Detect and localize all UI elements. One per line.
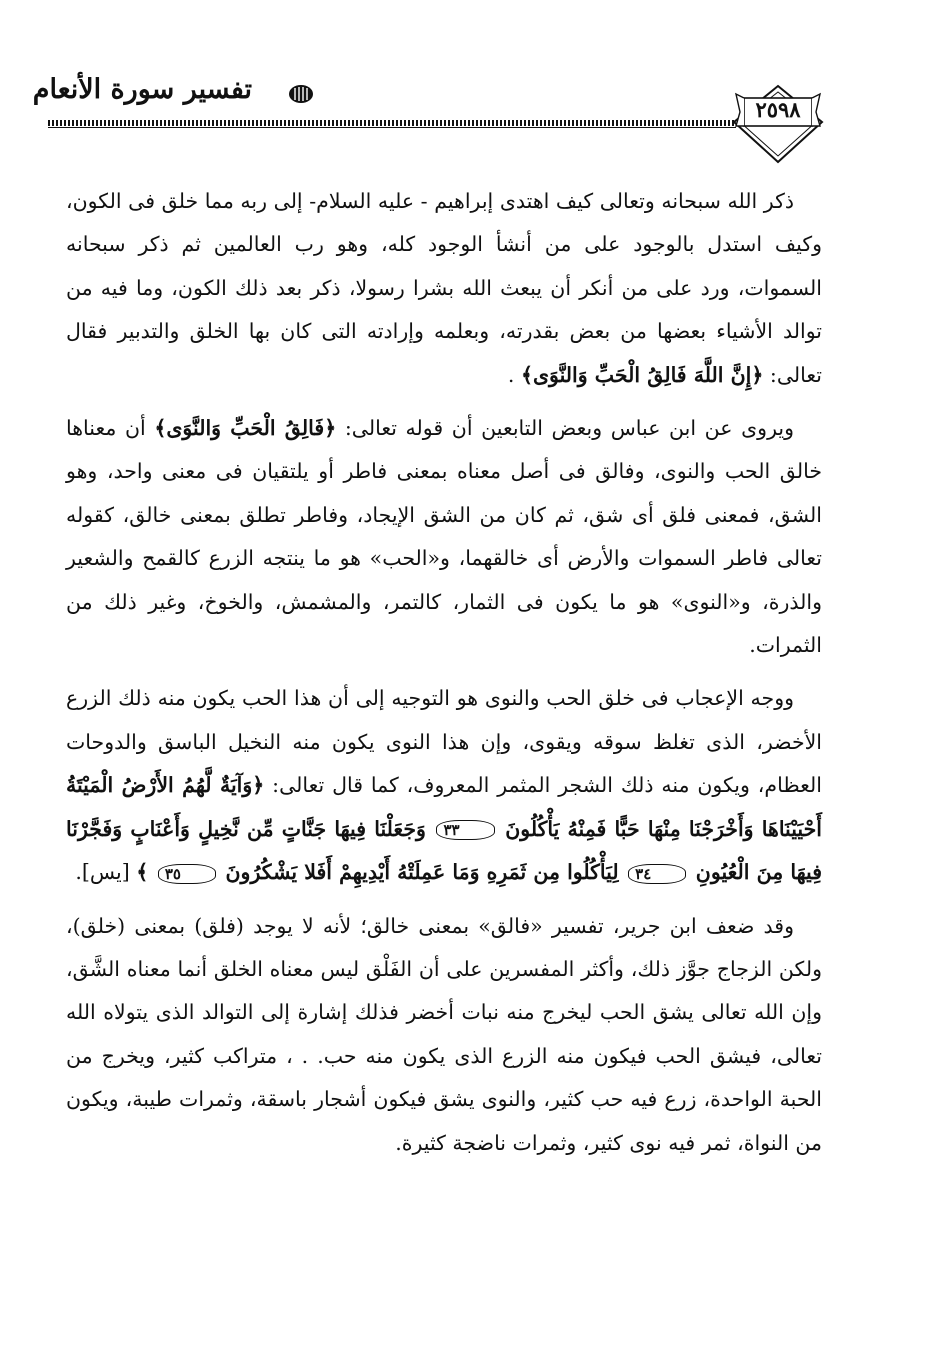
paragraph-text: ويروى عن ابن عباس وبعض التابعين أن قوله تعالى:	[344, 416, 794, 441]
ayah-number: ٣٣	[436, 820, 494, 840]
paragraph-4	[66, 905, 822, 1165]
quran-verse-part: وَآيَةٌ لَّهُمُ الأَرْضُ الْمَيْتَةُ أَحْيَيْنَاهَا وَأَخْرَجْنَا مِنْهَا حَبًّا فَمِنْهُ يَأْكُلُونَ	[66, 773, 822, 841]
paragraph-1	[66, 180, 822, 397]
header-rule	[48, 120, 736, 126]
paragraph-text: وقد ضعف ابن جرير، تفسير «فالق» بمعنى خالق؛ لأنه لا يوجد (فلق) بمعنى (خلق)، ولكن الزجاج جوَّز ذلك، وأكثر المفسرين على أن الفَلْق ليس معناه الخلق أنما معناه الشَّق، وإن الله تعالى يشق الحب ليخرج منه نبات أخضر فذلك إشارة إلى التوالد الذى يتولاه الله تعالى، فيشق الحب فيكون منه الزرع الذى يكون منه حب. . ، متراكب كثير، ويخرج من الحبة الواحدة، زرع فيه حب كثير، والنوى يشق فيكون أشجار باسقة، وثمرات طيبة، ويكون من النواة، ثمر فيه نوى كثير، وثمرات ناضجة كثيرة.	[66, 913, 822, 1155]
paragraph-text: ذكر الله سبحانه وتعالى كيف اهتدى إبراهيم - عليه السلام- إلى ربه مما خلق فى الكون، وكيف استدل بالوجود على من أنشأ الوجود كله، وهو رب العالمين ثم ذكر سبحانه السموات، ورد على من أنكر أن يبعث الله بشرا رسولا، ذكر بعد ذلك الكون، وما فيه من توالد الأشياء بعضها من بعض بقدرته، وبعلمه وإرادته التى كان بها الخلق والتدبير فقال تعالى:	[66, 189, 822, 387]
paragraph-text: أن معناها خالق الحب والنوى، وفالق فى أصل معناه بمعنى فاطر أو يلتقيان فى معنى واحد، وهو الشق، فمعنى فلق أى شق، ثم كان من الشق الإيجاد، وفاطر تطلق بمعنى خالق، كقوله تعالى فاطر السموات والأرض أى خالقهما، و«الحب» هو ما ينتجه الزرع كالقمح والشعير والذرة، و«النوى» هو ما يكون فى الثمار، كالتمر، والمشمش، والخوخ، وغير ذلك من الثمرات.	[66, 416, 822, 658]
page-header	[0, 0, 928, 170]
running-title: تفسير سورة الأنعام	[32, 74, 252, 105]
surah-reference: [يس].	[75, 860, 130, 885]
quran-verse-close: ﴾	[136, 860, 149, 885]
paragraph-3	[66, 677, 822, 894]
quran-verse: ﴿إِنَّ اللَّهَ فَالِقُ الْحَبِّ وَالنَّوَى﴾	[520, 362, 764, 387]
ayah-number: ٣٤	[628, 864, 686, 884]
book-ornament-icon	[288, 84, 314, 104]
paragraph-end: .	[507, 362, 515, 387]
quran-verse-part: وَجَعَلْنَا فِيهَا جَنَّاتٍ مِّن نَّخِيلٍ وَأَعْنَابٍ وَفَجَّرْنَا فِيهَا مِنَ الْعُيُونِ	[66, 816, 822, 885]
paragraph-text: ووجه الإعجاب فى خلق الحب والنوى هو التوجيه إلى أن هذا الحب يكون منه ذلك الزرع الأخضر، الذى تغلظ سوقه ويقوى، وإن هذا النوى يكون منه النخيل الباسق والدوحات العظام، ويكون منه ذلك الشجر المثمر المعروف، كما قال تعالى:	[66, 686, 822, 798]
page-number: ٢٥٩٨	[755, 97, 801, 122]
quran-verse-open: ﴿	[252, 773, 265, 798]
ayah-number: ٣٥	[158, 864, 216, 884]
commentary-body	[66, 180, 822, 1175]
quran-verse-part: لِيَأْكُلُوا مِن ثَمَرِهِ وَمَا عَمِلَتْهُ أَيْدِيهِمْ أَفَلا يَشْكُرُونَ	[225, 860, 619, 885]
paragraph-2	[66, 407, 822, 667]
quran-verse: ﴿فَالِقُ الْحَبِّ وَالنَّوَى﴾	[154, 416, 337, 441]
header-rule-base	[48, 127, 736, 128]
